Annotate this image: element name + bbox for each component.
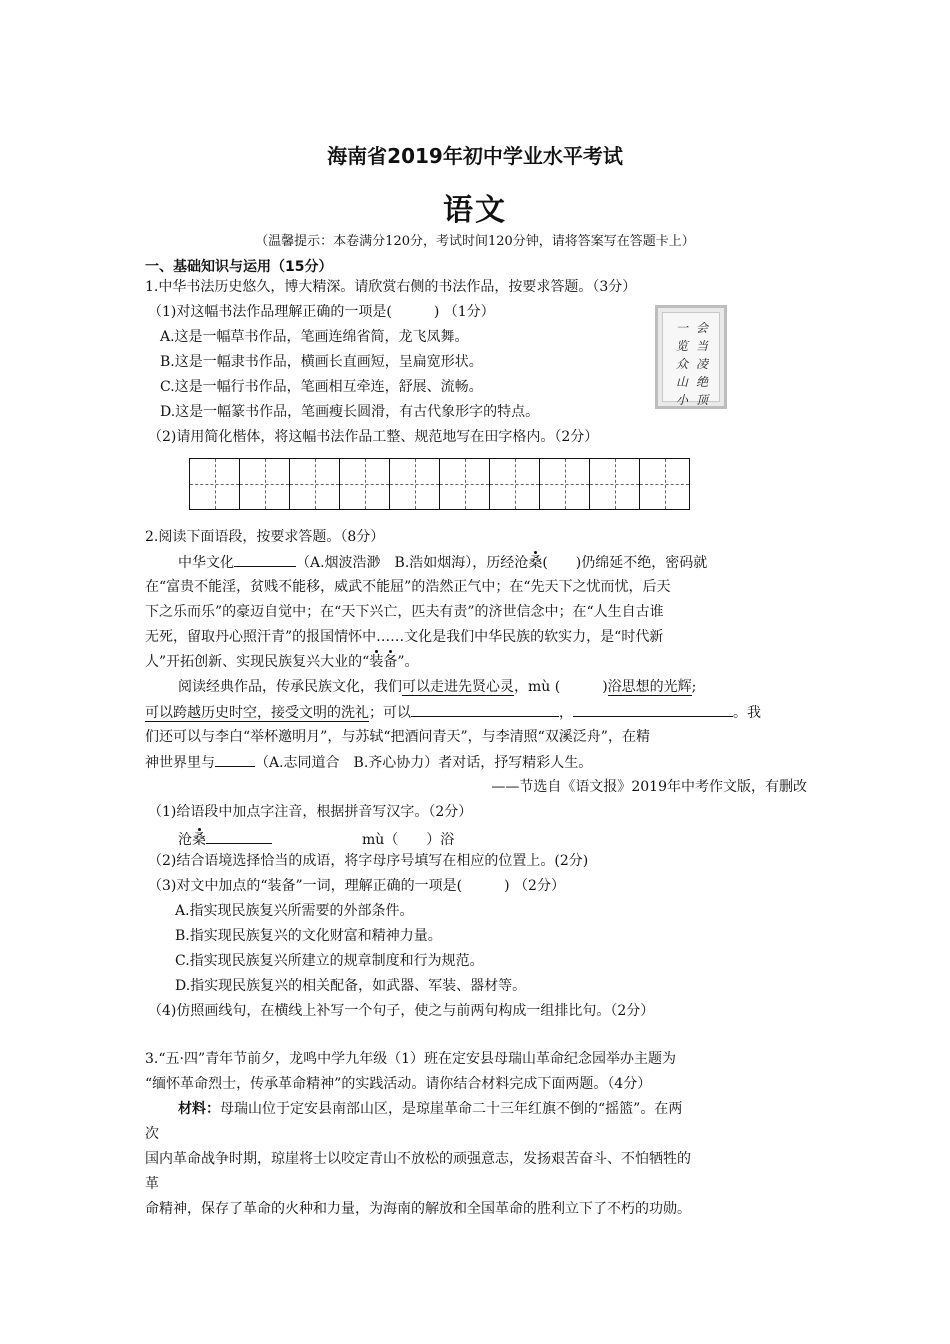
calligraphy-image [655, 305, 727, 409]
blank-line[interactable] [234, 552, 296, 567]
q2-sub3-option-a: A.指实现民族复兴所需要的外部条件。 [175, 903, 414, 919]
dotted-char: 装 [369, 654, 384, 670]
subject-title: 语文 [443, 193, 507, 228]
q2-sub3: （3)对文中加点的“装备”一词，理解正确的一项是( ) （2分） [148, 878, 565, 894]
answer-blank[interactable] [573, 702, 733, 717]
q1-sub2: （2)请用简化楷体，将这幅书法作品工整、规范地写在田字格内。（2分） [148, 429, 599, 445]
grid-cell[interactable] [639, 458, 690, 510]
q1-option-a: A.这是一幅草书作品，笔画连绵省简，龙飞凤舞。 [160, 329, 469, 345]
text-run: ；可以 [369, 705, 411, 721]
q2-p1-line5 [145, 652, 419, 672]
q1-sub1: （1)对这幅书法作品理解正确的一项是( ) （1分） [148, 304, 495, 320]
grid-cell[interactable] [589, 458, 640, 510]
text-run: 人”开拓创新、实现民族复兴大业的“ [145, 654, 370, 670]
q2-sub3-option-b: B.指实现民族复兴的文化财富和精神力量。 [175, 928, 442, 944]
q3-material-line1b: 次 [145, 1126, 159, 1142]
text-run: （A.志同道合 B.齐心协力）者对话，抒写精彩人生。 [255, 755, 593, 771]
q3-line2: “缅怀革命烈士，传承革命精神”的实践活动。请你结合材料完成下面两题。（4分） [145, 1076, 652, 1092]
q2-p1-line4: 无死，留取丹心照汗青”的报国情怀中……文化是我们中华民族的软实力，是“时代新 [145, 629, 664, 645]
grid-cell[interactable] [539, 458, 590, 510]
grid-cell[interactable] [439, 458, 490, 510]
grid-cell[interactable] [489, 458, 540, 510]
material-label: 材料： [178, 1101, 220, 1117]
q3-line1: 3.“五·四”青年节前夕，龙鸣中学九年级（1）班在定安县母瑞山革命纪念园举办主题为 [145, 1051, 677, 1067]
q2-p1-line3: 下之乐而乐”的豪迈自觉中；在“天下兴亡，匹夫有责”的济世信念中；在“人生自古谁 [145, 604, 664, 620]
text-run: 沧 [178, 832, 192, 848]
blank-line[interactable] [215, 752, 255, 767]
text-run: ; [691, 679, 697, 695]
text-run: ( )仍绵延不绝，密码就 [542, 555, 708, 571]
q2-sub3-option-c: C.指实现民族复兴所建立的规章制度和行为规范。 [175, 953, 484, 969]
q2-p1-line1 [178, 552, 707, 573]
underlined-text: 可以跨越历史时空，接受文明的洗礼 [145, 705, 369, 721]
exam-title: 海南省2019年初中学业水平考试 [327, 144, 623, 168]
calligraphy-col-middle: 一览众山小 [675, 321, 688, 407]
q2-p2-line4 [145, 752, 592, 773]
text-run: 母瑞山位于定安县南部山区，是琼崖革命二十三年红旗不倒的“摇篮”。在两 [220, 1101, 683, 1117]
text-run: ，mù ( ) [514, 679, 608, 695]
grid-cell[interactable] [239, 458, 290, 510]
exam-tip: （温馨提示：本卷满分120分，考试时间120分钟，请将答案写在答题卡上） [255, 234, 695, 249]
text-run: 。我 [733, 705, 761, 721]
q2-p2-line3: 们还可以与李白“举杯邀明月”，与苏轼“把酒问青天”，与李清照“双溪泛舟”，在精 [145, 729, 650, 745]
q2-sub2: （2)结合语境选择恰当的成语，将字母序号填写在相应的位置上。(2分) [148, 853, 589, 869]
q2-source: ——节选自《语文报》2019年中考作文版，有删改 [491, 779, 807, 795]
q1-option-d: D.这是一幅篆书作品，笔画瘦长圆滑，有古代象形字的特点。 [160, 404, 540, 420]
q2-p2-line1 [178, 677, 696, 697]
q1-stem: 1.中华书法历史悠久，博大精深。请欣赏右侧的书法作品，按要求答题。（3分） [145, 279, 637, 295]
text-run: ， [559, 705, 573, 721]
text-run: 阅读经典作品，传承民族文化，我们 [178, 679, 402, 695]
dotted-char: 桑 [192, 832, 206, 848]
text-run: 神世界里与 [145, 755, 215, 771]
q1-option-c: C.这是一幅行书作品，笔画相互牵连，舒展、流畅。 [160, 379, 483, 395]
q2-p2-line2 [145, 702, 761, 723]
calligraphy-col-right: 会当凌绝顶 [695, 321, 708, 407]
grid-cell[interactable] [389, 458, 440, 510]
q2-sub1-answers [178, 829, 454, 850]
underlined-text: 可以走进先贤心灵 [402, 679, 514, 695]
grid-cell[interactable] [339, 458, 390, 510]
text-run: 中华文化 [178, 555, 234, 571]
q3-material-line1 [178, 1099, 682, 1119]
text-run: （A.烟波浩渺 B.浩如烟海），历经沧 [296, 555, 529, 571]
q2-sub3-option-d: D.指实现民族复兴的相关配备，如武器、军装、器材等。 [175, 978, 527, 994]
text-run: mù（ ）浴 [362, 832, 455, 848]
q1-option-b: B.这是一幅隶书作品，横画长直画短，呈扁宽形状。 [160, 354, 483, 370]
dotted-char: 桑 [528, 555, 543, 571]
grid-cell[interactable] [289, 458, 340, 510]
underlined-text: 浴思想的光辉 [607, 679, 692, 695]
section-heading: 一、基础知识与运用（15分） [145, 259, 333, 275]
q2-sub1: （1)给语段中加点字注音，根据拼音写汉字。（2分） [148, 804, 473, 820]
q3-material-line2b: 革 [145, 1176, 159, 1192]
answer-blank[interactable] [411, 702, 559, 717]
q3-material-line3: 命精神，保存了革命的火种和力量，为海南的解放和全国革命的胜利立下了不朽的功勋。 [145, 1201, 691, 1217]
grid-cell[interactable] [189, 458, 240, 510]
q2-stem: 2.阅读下面语段，按要求答题。（8分） [145, 529, 385, 545]
text-run: ”。 [397, 654, 419, 670]
dotted-char: 备 [383, 654, 398, 670]
q3-material-line2: 国内革命战争时期，琼崖将士以咬定青山不放松的顽强意志，发扬艰苦奋斗、不怕牺牲的 [145, 1151, 691, 1167]
tianzi-grid[interactable] [189, 458, 689, 510]
answer-blank[interactable] [206, 829, 272, 844]
q2-p1-line2: 在“富贵不能淫，贫贱不能移，威武不能屈”的浩然正气中；在“先天下之忧而忧，后天 [145, 579, 671, 595]
q2-sub4: （4)仿照画线句，在横线上补写一个句子，使之与前两句构成一组排比句。（2分） [148, 1003, 655, 1019]
